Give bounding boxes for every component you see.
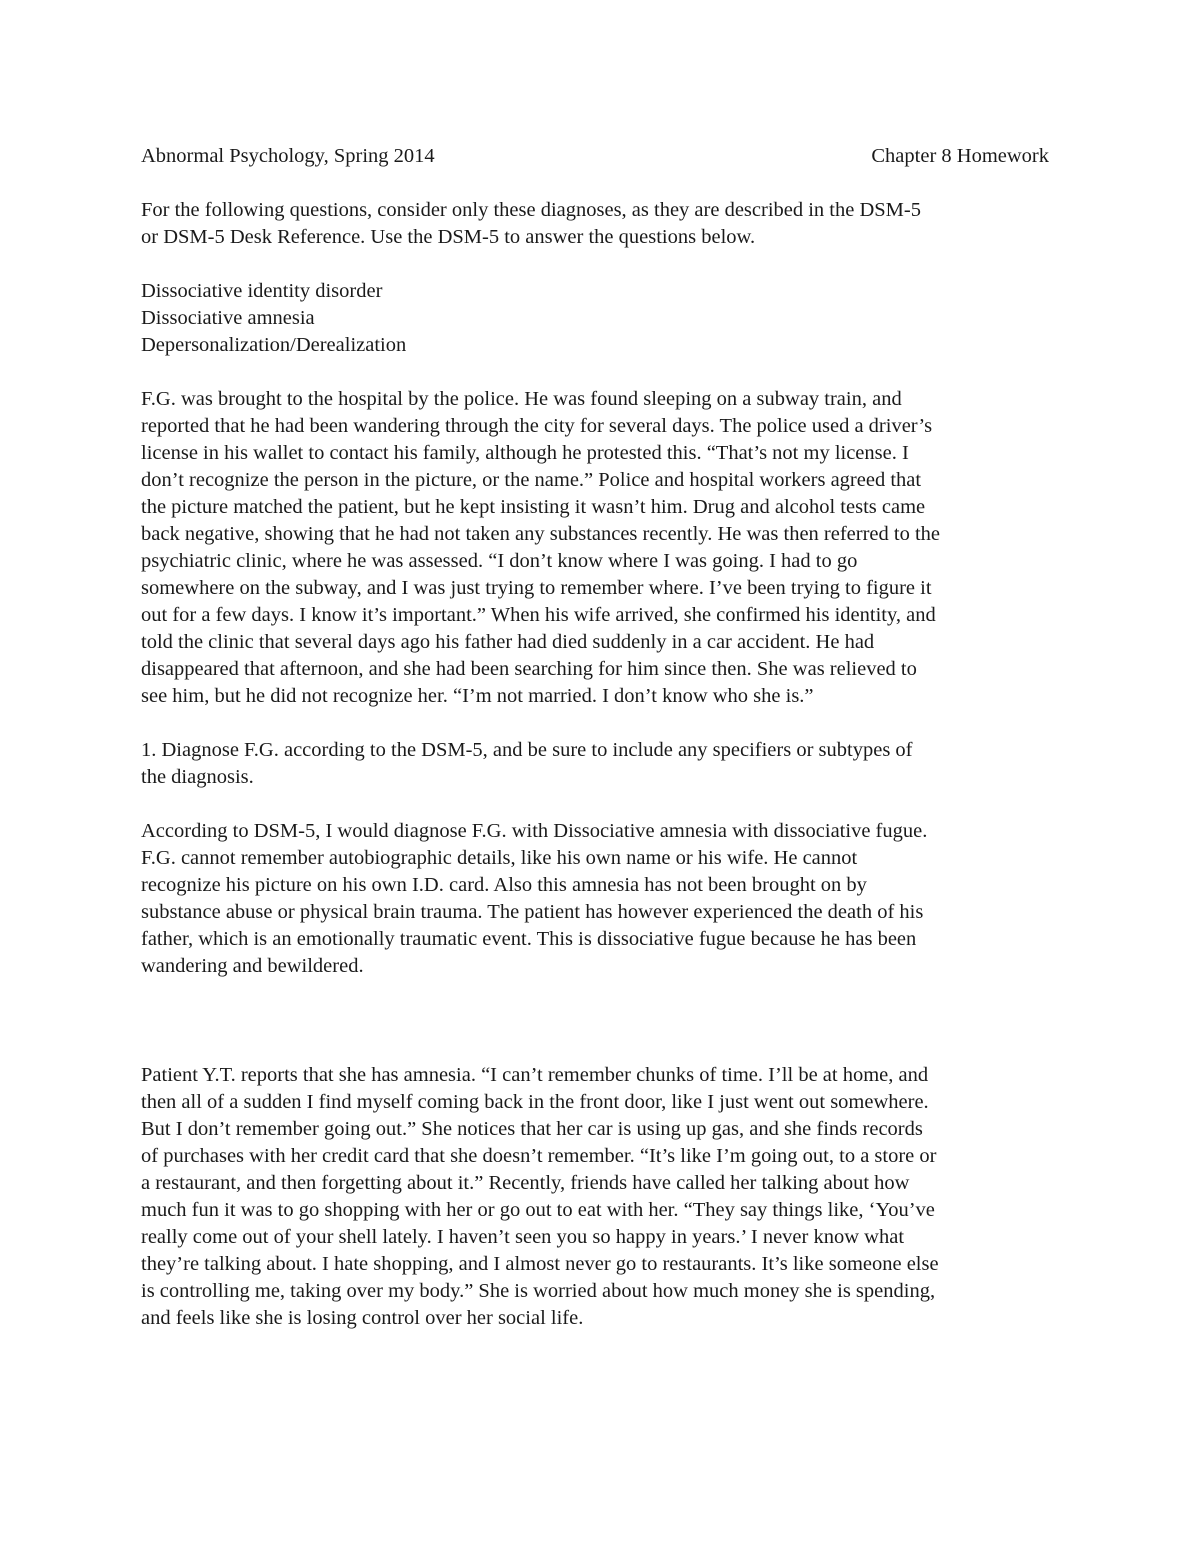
paragraph-line: of purchases with her credit card that she doesn’t remember. “It’s like I’m going out, to a store or [141, 1145, 937, 1167]
paragraph-line: then all of a sudden I find myself coming back in the front door, like I just went out somewhere. [141, 1091, 929, 1113]
course-title: Abnormal Psychology, Spring 2014 [141, 145, 435, 167]
question-line: the diagnosis. [141, 766, 254, 788]
assignment-title: Chapter 8 Homework [871, 145, 1049, 167]
answer-line: father, which is an emotionally traumatic event. This is dissociative fugue because he has been [141, 928, 917, 950]
paragraph-line: really come out of your shell lately. I haven’t seen you so happy in years.’ I never know what [141, 1226, 905, 1248]
case-yt-paragraph [141, 1062, 1061, 1332]
paragraph-line: disappeared that afternoon, and she had been searching for him since then. She was relieved to [141, 658, 917, 680]
paragraph-line: don’t recognize the person in the picture, or the name.” Police and hospital workers agreed that [141, 469, 922, 491]
paragraph-line: psychiatric clinic, where he was assessed. “I don’t know where I was going. I had to go [141, 550, 858, 572]
paragraph-line: is controlling me, taking over my body.” She is worried about how much money she is spending, [141, 1280, 936, 1302]
paragraph-line: the picture matched the patient, but he kept insisting it wasn’t him. Drug and alcohol tests came [141, 496, 926, 518]
paragraph-line: or DSM-5 Desk Reference. Use the DSM-5 to answer the questions below. [141, 226, 756, 248]
paragraph-line: Patient Y.T. reports that she has amnesia. “I can’t remember chunks of time. I’ll be at home, and [141, 1064, 929, 1086]
answer-line: substance abuse or physical brain trauma. The patient has however experienced the death of his [141, 901, 924, 923]
diagnosis-item: Dissociative identity disorder [141, 280, 383, 302]
diagnosis-item: Dissociative amnesia [141, 307, 315, 329]
paragraph-line: they’re talking about. I hate shopping, and I almost never go to restaurants. It’s like someone else [141, 1253, 939, 1275]
diagnosis-item: Depersonalization/Derealization [141, 334, 407, 356]
paragraph-line: much fun it was to go shopping with her or go out to eat with her. “They say things like, ‘You’ve [141, 1199, 935, 1221]
paragraph-line: out for a few days. I know it’s important.” When his wife arrived, she confirmed his identity, and [141, 604, 936, 626]
paragraph-line: license in his wallet to contact his family, although he protested this. “That’s not my license. I [141, 442, 909, 464]
paragraph-line: see him, but he did not recognize her. “I’m not married. I don’t know who she is.” [141, 685, 814, 707]
instructions-paragraph [141, 197, 1061, 251]
paragraph-line: a restaurant, and then forgetting about it.” Recently, friends have called her talking about how [141, 1172, 910, 1194]
paragraph-line: told the clinic that several days ago his father had died suddenly in a car accident. He had [141, 631, 875, 653]
answer-line: wandering and bewildered. [141, 955, 364, 977]
answer-1 [141, 818, 1061, 980]
paragraph-line: reported that he had been wandering through the city for several days. The police used a driver’s [141, 415, 933, 437]
question-1 [141, 737, 1061, 791]
paragraph-line: and feels like she is losing control over her social life. [141, 1307, 584, 1329]
paragraph-line: somewhere on the subway, and I was just trying to remember where. I’ve been trying to figure it [141, 577, 932, 599]
paragraph-line: But I don’t remember going out.” She notices that her car is using up gas, and she finds records [141, 1118, 923, 1140]
paragraph-line: F.G. was brought to the hospital by the police. He was found sleeping on a subway train, and [141, 388, 902, 410]
answer-line: According to DSM-5, I would diagnose F.G. with Dissociative amnesia with dissociative fugue. [141, 820, 928, 842]
question-line: 1. Diagnose F.G. according to the DSM-5, and be sure to include any specifiers or subtypes of [141, 739, 913, 761]
answer-line: F.G. cannot remember autobiographic details, like his own name or his wife. He cannot [141, 847, 858, 869]
paragraph-line: back negative, showing that he had not taken any substances recently. He was then referred to the [141, 523, 941, 545]
case-fg-paragraph [141, 386, 1061, 710]
paragraph-line: For the following questions, consider only these diagnoses, as they are described in the DSM-5 [141, 199, 921, 221]
diagnoses-list [141, 278, 1061, 359]
answer-line: recognize his picture on his own I.D. card. Also this amnesia has not been brought on by [141, 874, 867, 896]
